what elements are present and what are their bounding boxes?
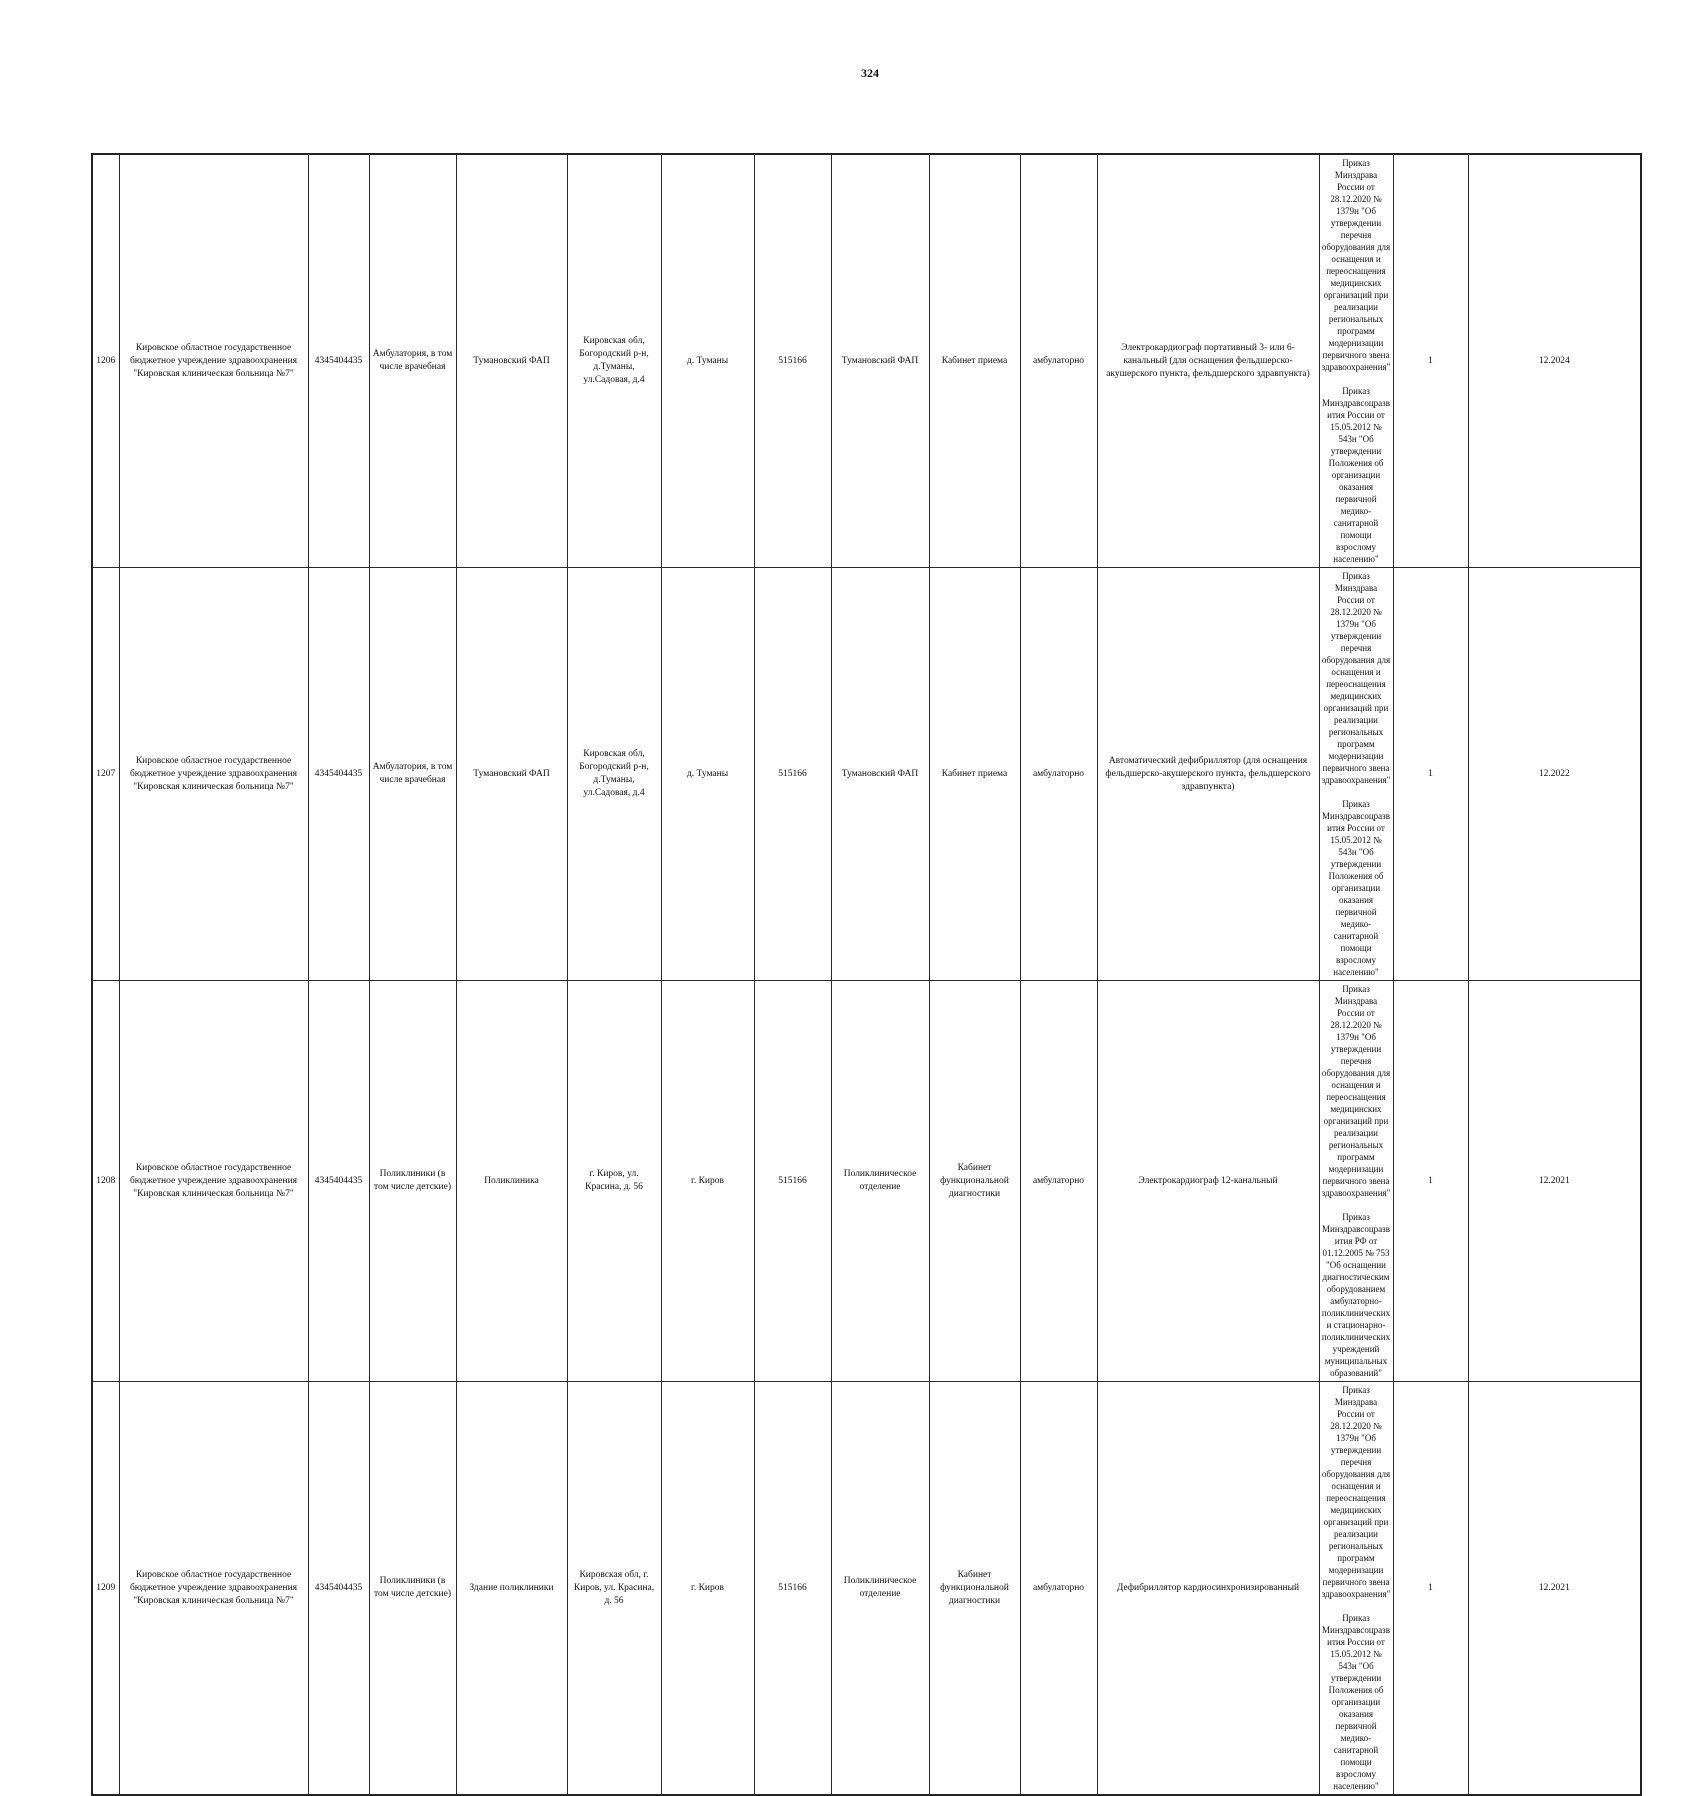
legal-basis-order-2: Приказ Минздравсоцразвития России от 15.05.2012 № 543н "Об утверждении Положения об организации оказания первичной медико-санитарной помощи взрослому населению" <box>1322 799 1390 977</box>
room: Кабинет функциональной диагностики <box>929 1382 1020 1796</box>
equipment-name: Электрокардиограф портативный 3- или 6-канальный (для оснащения фельдшерско-акушерского пункта, фельдшерского здравпункта) <box>1097 154 1319 568</box>
row-number: 1208 <box>92 981 119 1382</box>
facility-name: Здание поликлиники <box>456 1382 567 1796</box>
department: Поликлиническое отделение <box>831 1382 929 1796</box>
facility-name: Тумановский ФАП <box>456 568 567 981</box>
legal-basis-order-2: Приказ Минздравсоцразвития России от 15.05.2012 № 543н "Об утверждении Положения об организации оказания первичной медико-санитарной помощи взрослому населению" <box>1322 386 1390 564</box>
legal-basis-order-1: Приказ Минздрава России от 28.12.2020 № 1379н "Об утверждении перечня оборудования для оснащения и переоснащения медицинских организаций при реализации региональных программ модернизации первичного звена здравоохранения" <box>1321 984 1391 1198</box>
equipment-name: Дефибриллятор кардиосинхронизированный <box>1097 1382 1319 1796</box>
inn: 4345404435 <box>308 154 369 568</box>
address: Кировская обл, г. Киров, ул. Красина, д. 56 <box>567 1382 661 1796</box>
table-row <box>92 154 1641 568</box>
room: Кабинет приема <box>929 154 1020 568</box>
care-form: амбулаторно <box>1020 568 1097 981</box>
address: г. Киров, ул. Красина, д. 56 <box>567 981 661 1382</box>
organization-name: Кировское областное государственное бюджетное учреждение здравоохранения "Кировская клиническая больница №7" <box>119 1382 308 1796</box>
row-number: 1206 <box>92 154 119 568</box>
facility-name: Поликлиника <box>456 981 567 1382</box>
settlement: д. Туманы <box>661 568 754 981</box>
care-form: амбулаторно <box>1020 154 1097 568</box>
delivery-date: 12.2022 <box>1468 568 1641 981</box>
department: Тумановский ФАП <box>831 154 929 568</box>
care-form: амбулаторно <box>1020 1382 1097 1796</box>
department: Поликлиническое отделение <box>831 981 929 1382</box>
row-number: 1207 <box>92 568 119 981</box>
table-row <box>92 981 1641 1382</box>
settlement: д. Туманы <box>661 154 754 568</box>
quantity: 1 <box>1393 568 1468 981</box>
delivery-date: 12.2024 <box>1468 154 1641 568</box>
room: Кабинет приема <box>929 568 1020 981</box>
legal-basis-order-1: Приказ Минздрава России от 28.12.2020 № 1379н "Об утверждении перечня оборудования для оснащения и переоснащения медицинских организаций при реализации региональных программ модернизации первичного звена здравоохранения" <box>1321 1385 1391 1599</box>
settlement: г. Киров <box>661 1382 754 1796</box>
inn: 4345404435 <box>308 568 369 981</box>
address: Кировская обл, Богородский р-н, д.Туманы, ул.Садовая, д.4 <box>567 568 661 981</box>
quantity: 1 <box>1393 1382 1468 1796</box>
organization-name: Кировское областное государственное бюджетное учреждение здравоохранения "Кировская клиническая больница №7" <box>119 568 308 981</box>
quantity: 1 <box>1393 154 1468 568</box>
table-row <box>92 1382 1641 1796</box>
department: Тумановский ФАП <box>831 568 929 981</box>
address: Кировская обл, Богородский р-н, д.Туманы, ул.Садовая, д.4 <box>567 154 661 568</box>
care-form: амбулаторно <box>1020 981 1097 1382</box>
table-row <box>92 568 1641 981</box>
room: Кабинет функциональной диагностики <box>929 981 1020 1382</box>
organization-type: Поликлиники (в том числе детские) <box>369 1382 456 1796</box>
facility-name: Тумановский ФАП <box>456 154 567 568</box>
code: 515166 <box>754 568 831 981</box>
inn: 4345404435 <box>308 981 369 1382</box>
legal-basis-order-1: Приказ Минздрава России от 28.12.2020 № 1379н "Об утверждении перечня оборудования для оснащения и переоснащения медицинских организаций при реализации региональных программ модернизации первичного звена здравоохранения" <box>1321 158 1391 372</box>
delivery-date: 12.2021 <box>1468 1382 1641 1796</box>
page-number: 324 <box>861 66 879 80</box>
organization-name: Кировское областное государственное бюджетное учреждение здравоохранения "Кировская клиническая больница №7" <box>119 154 308 568</box>
legal-basis-order-2: Приказ Минздравсоцразвития РФ от 01.12.2005 № 753 "Об оснащении диагностическим оборудованием амбулаторно-поликлинических и стационарно-поликлинических учреждений муниципальных образований" <box>1321 1212 1391 1378</box>
organization-name: Кировское областное государственное бюджетное учреждение здравоохранения "Кировская клиническая больница №7" <box>119 981 308 1382</box>
settlement: г. Киров <box>661 981 754 1382</box>
inn: 4345404435 <box>308 1382 369 1796</box>
delivery-date: 12.2021 <box>1468 981 1641 1382</box>
equipment-name: Электрокардиограф 12-канальный <box>1097 981 1319 1382</box>
legal-basis-order-2: Приказ Минздравсоцразвития России от 15.05.2012 № 543н "Об утверждении Положения об организации оказания первичной медико-санитарной помощи взрослому населению" <box>1322 1613 1390 1791</box>
organization-type: Амбулатория, в том числе врачебная <box>369 568 456 981</box>
legal-basis <box>1319 1382 1393 1796</box>
equipment-name: Автоматический дефибриллятор (для оснащения фельдшерско-акушерского пункта, фельдшерского здравпункта) <box>1097 568 1319 981</box>
code: 515166 <box>754 1382 831 1796</box>
equipment-registry-table <box>91 153 1642 1796</box>
legal-basis <box>1319 568 1393 981</box>
code: 515166 <box>754 981 831 1382</box>
organization-type: Поликлиники (в том числе детские) <box>369 981 456 1382</box>
row-number: 1209 <box>92 1382 119 1796</box>
organization-type: Амбулатория, в том числе врачебная <box>369 154 456 568</box>
legal-basis-order-1: Приказ Минздрава России от 28.12.2020 № 1379н "Об утверждении перечня оборудования для оснащения и переоснащения медицинских организаций при реализации региональных программ модернизации первичного звена здравоохранения" <box>1321 571 1391 785</box>
code: 515166 <box>754 154 831 568</box>
legal-basis <box>1319 981 1393 1382</box>
legal-basis <box>1319 154 1393 568</box>
quantity: 1 <box>1393 981 1468 1382</box>
